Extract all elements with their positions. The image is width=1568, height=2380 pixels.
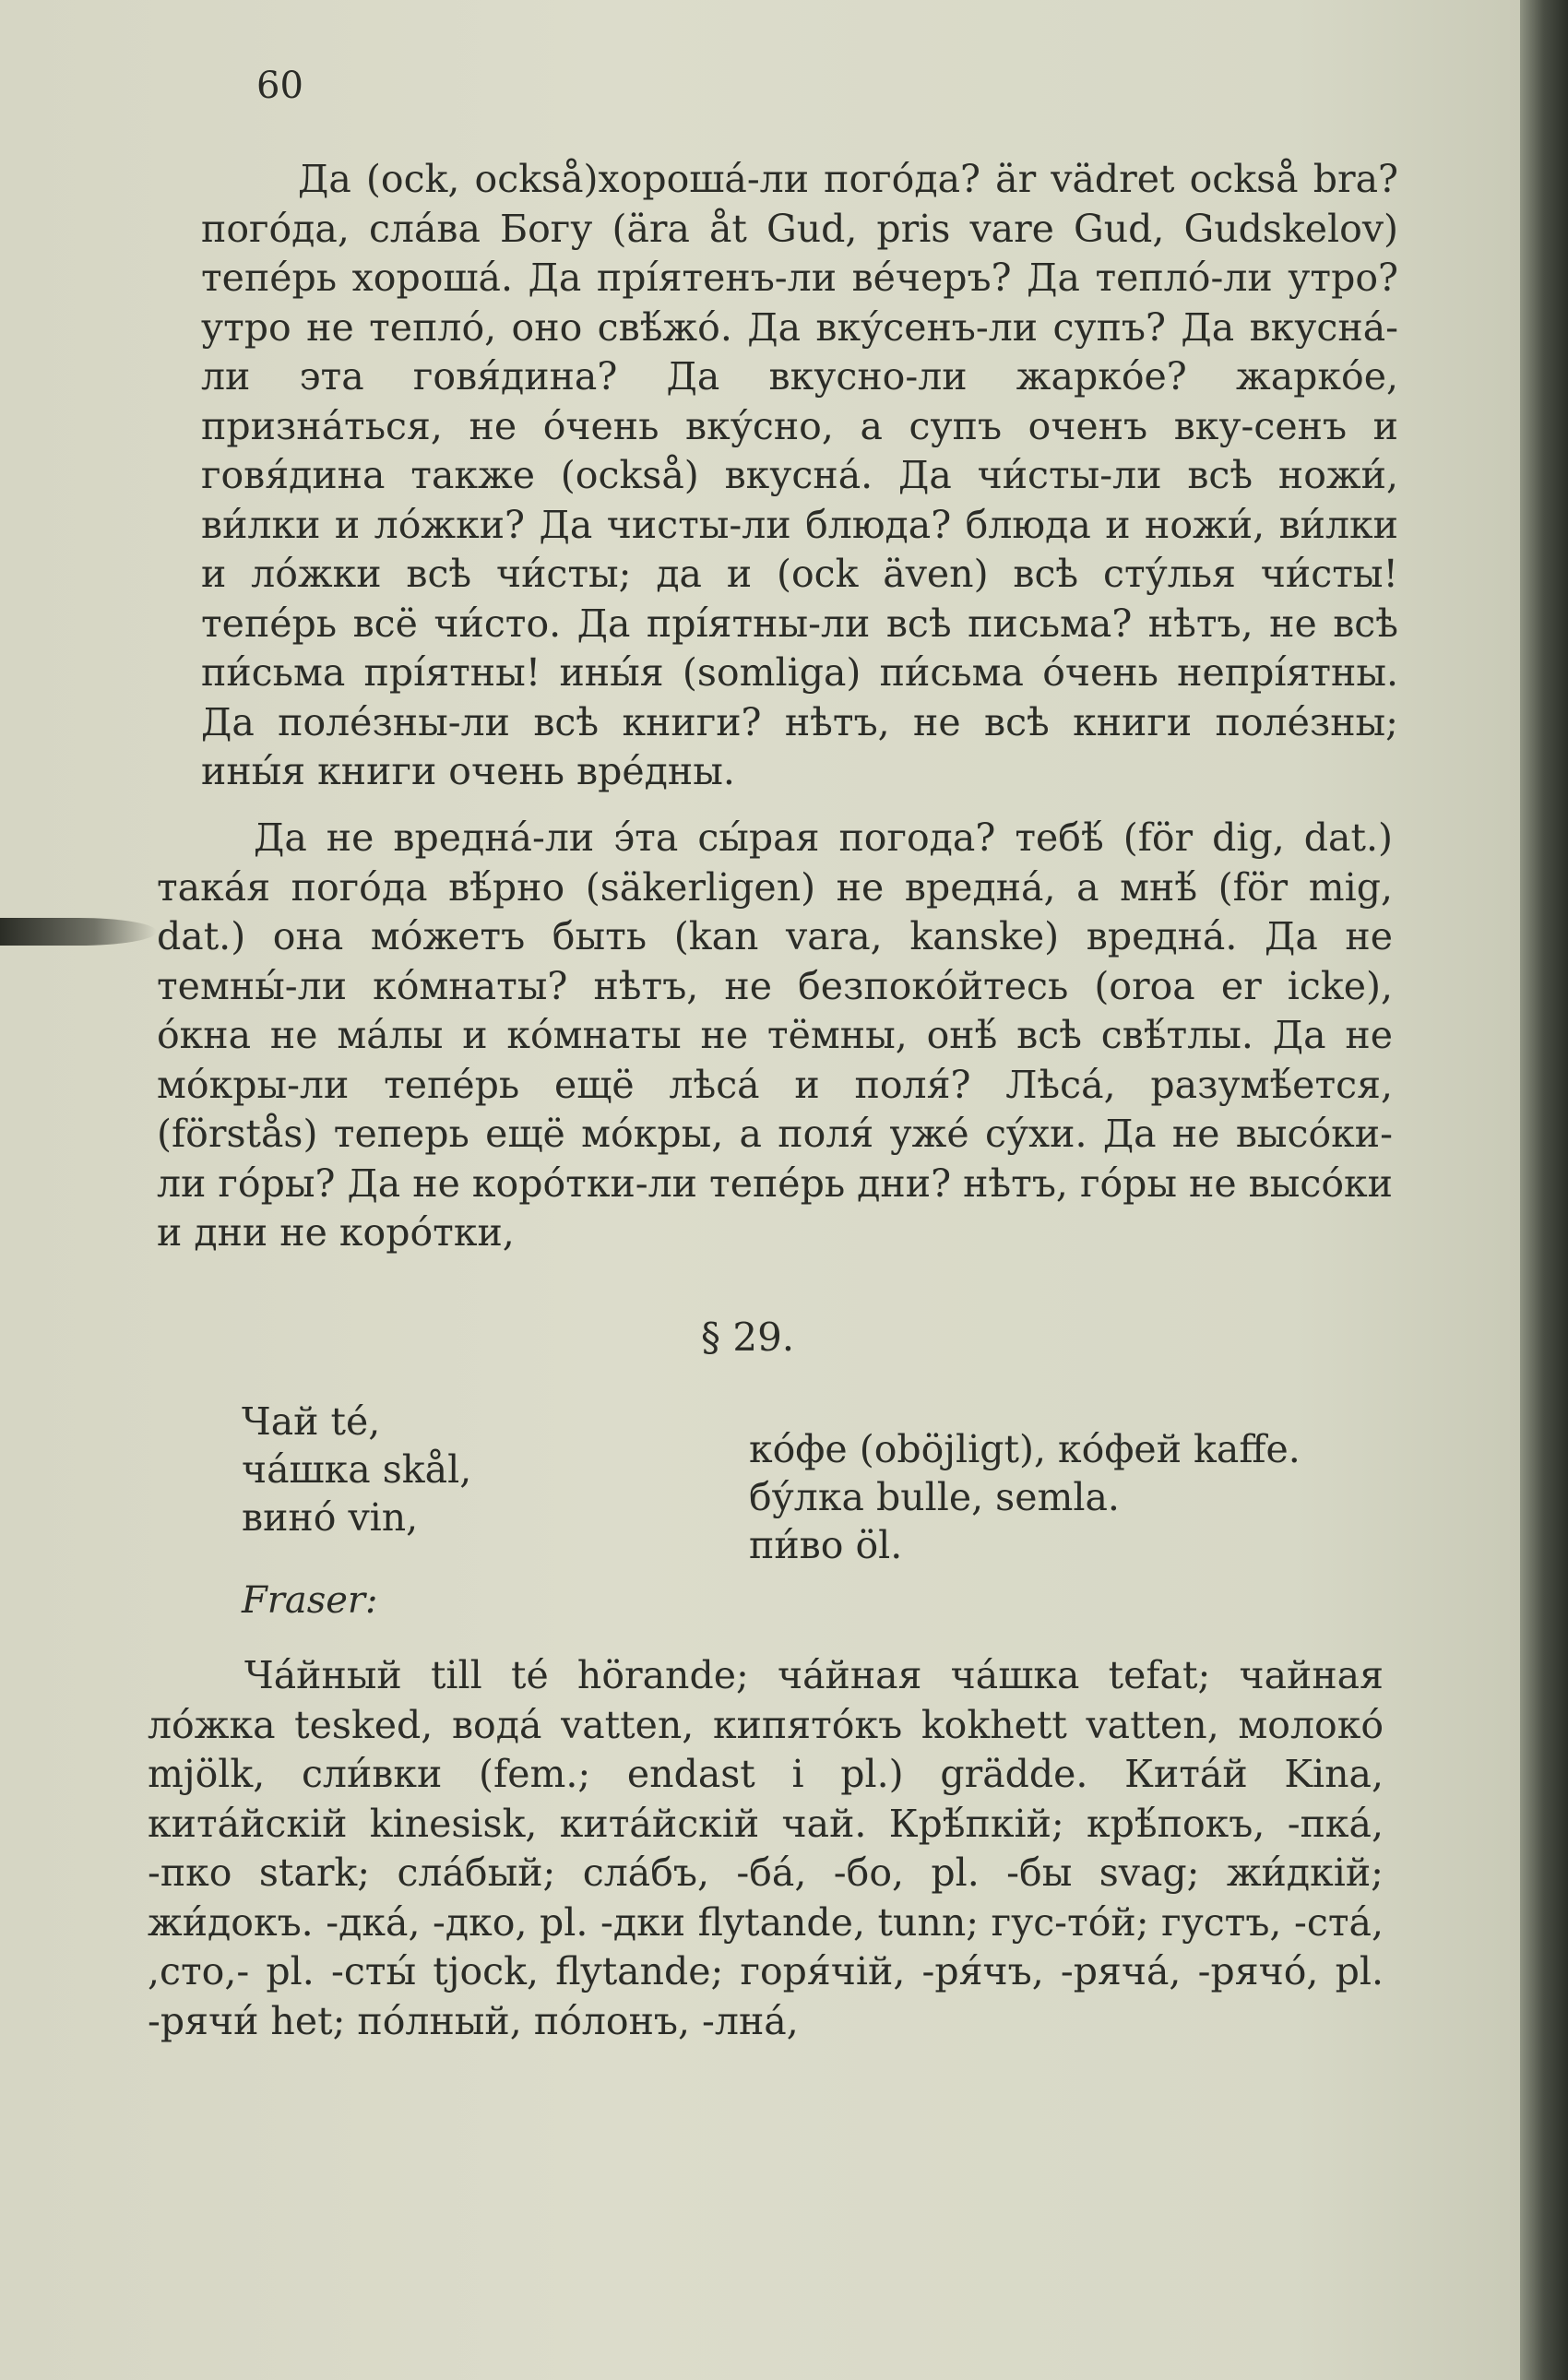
book-spine (1520, 0, 1568, 2380)
vocab-item: вино́ vin, (242, 1495, 419, 1540)
vocab-item: пи́во öl. (749, 1523, 903, 1567)
vocab-item: ко́фе (oböjligt), ко́фей kaffe. (749, 1427, 1301, 1471)
paragraph-2 (157, 814, 1393, 1258)
paragraph-2-text: Да не вредна́-ли э́та сы́рая погода? тебѣ́ (för dig, dat.) така́я пого́да вѣ́рно (säkerligen) не вредна́, а мнѣ́ (för mig, dat.) она мо́жетъ быть (kan vara, kanske) вредна́. Да не темны́-ли ко́мнаты? нѣтъ, не безпоко́йтесь (oroa er icke), о́кна не ма́лы и ко́мнаты не тёмны, онѣ́ всѣ свѣ́тлы. Да не мо́кры-ли тепе́рь ещё лѣса́ и поля́? Лѣса́, разумѣ́ется, (förstås) теперь ещё мо́кры, а поля́ уже́ су́хи. Да не высо́ки-ли го́ры? Да не коро́тки-ли тепе́рь дни? нѣтъ, го́ры не высо́ки и дни не коро́тки, (157, 815, 1393, 1255)
fraser-label: Fraser: (242, 1579, 378, 1622)
paragraph-1-text: Да (ock, också)хороша́-ли пого́да? är vädret också bra? пого́да, сла́ва Богу (ära åt Gud, pris vare Gud, Gudskelov) тепе́рь хороша́. Да прі́ятенъ-ли ве́черъ? Да тепло́-ли утро? утро не тепло́, оно свѣ́жо́. Да вку́сенъ-ли супъ? Да вкусна́-ли эта говя́дина? Да вкусно-ли жарко́е? жарко́е, призна́ться, не о́чень вку́сно, а супъ оченъ вку-сенъ и говя́дина также (också) вкусна́. Да чи́сты-ли всѣ ножи́, ви́лки и ло́жки? Да чисты-ли блюда? блюда и ножи́, ви́лки и ло́жки всѣ чи́сты; да и (ock även) всѣ сту́лья чи́сты! тепе́рь всё чи́сто. Да прі́ятны-ли всѣ письма? нѣтъ, не всѣ пи́сьма прі́ятны! ины́я (somliga) пи́сьма о́чень непрі́ятны. Да поле́зны-ли всѣ книги? нѣтъ, не всѣ книги поле́зны; ины́я книги очень вре́дны. (201, 157, 1398, 793)
paragraph-1 (201, 155, 1398, 797)
vocab-right-column (749, 1425, 1301, 1569)
vocab-left-column (242, 1398, 471, 1541)
page-number: 60 (256, 65, 303, 107)
paragraph-3 (148, 1651, 1384, 2046)
vocab-item: Чай té, (242, 1399, 381, 1444)
binding-shadow (0, 918, 157, 946)
section-heading: § 29. (701, 1315, 795, 1360)
vocab-item: ча́шка skål, (242, 1447, 472, 1492)
vocab-item: бу́лка bulle, semla. (749, 1475, 1120, 1519)
paragraph-3-text: Ча́йный till té hörande; ча́йная ча́шка tefat; чайная ло́жка tesked, вода́ vatten, кипято́къ kokhett vatten, молоко́ mjölk, сли́вки (fem.; endast i pl.) grädde. Кита́й Kina, кита́йскій kinesisk, кита́йскій чай. Крѣ́пкій; крѣ́покъ, -пка́, -пко stark; сла́бый; сла́бъ, -ба́, -бо, pl. -бы svag; жи́дкій; жи́докъ. -дка́, -дко, pl. -дки flytande, tunn; гус-то́й; густъ, -ста́, ,сто,- pl. -сты́ tjock, flytande; горя́чій, -ря́чъ, -ряча́, -рячо́, pl. -рячи́ het; по́лный, по́лонъ, -лна́, (148, 1653, 1384, 2043)
